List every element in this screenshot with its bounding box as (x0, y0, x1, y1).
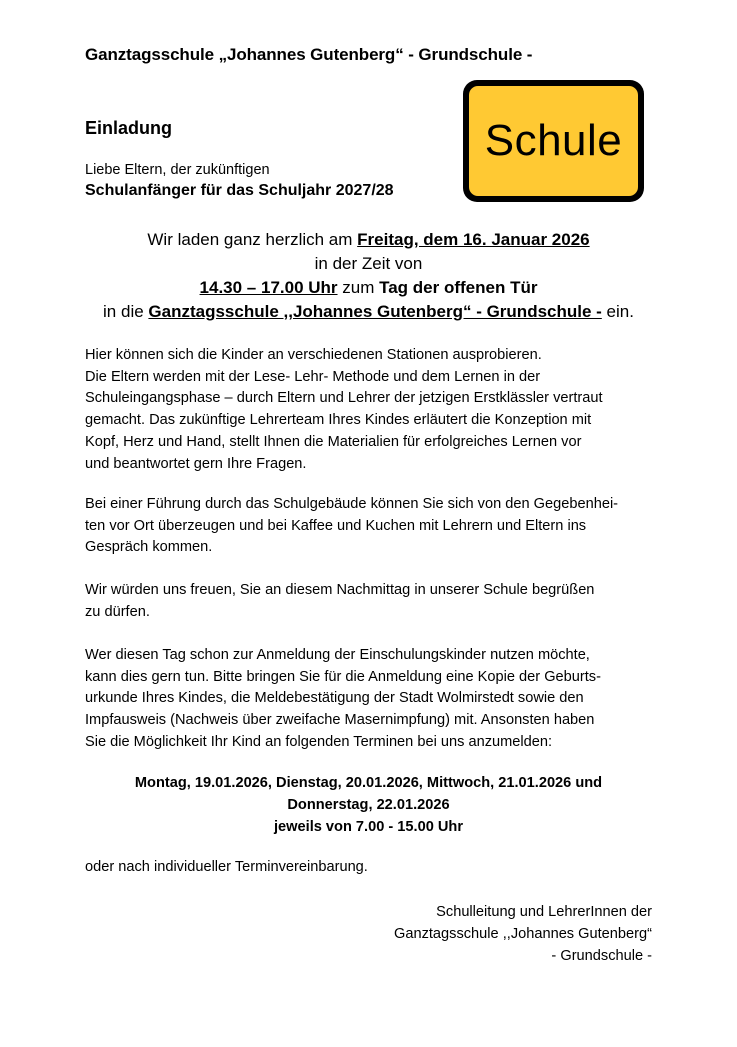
greeting-line-2: Schulanfänger für das Schuljahr 2027/28 (85, 182, 394, 199)
event-time: 14.30 – 17.00 Uhr (199, 278, 338, 297)
event-school: Ganztagsschule ,,Johannes Gutenberg“ - Grundschule - (148, 302, 602, 321)
text-line: Gespräch kommen. (85, 539, 213, 556)
schule-sign-text: Schule (484, 116, 623, 165)
signature-line-2: Ganztagsschule ,,Johannes Gutenberg“ (394, 926, 652, 942)
signature-block (252, 901, 652, 967)
text-line: Impfausweis (Nachweis über zweifache Masernimpfung) mit. Ansonsten haben (85, 712, 595, 729)
invitation-in: in die (103, 302, 149, 321)
text-line: gemacht. Das zukünftige Lehrerteam Ihres Kindes erläutert die Konzeption mit (85, 412, 592, 429)
text-line: zu dürfen. (85, 603, 150, 620)
signature-line-3: - Grundschule - (551, 948, 652, 964)
school-header: Ganztagsschule „Johannes Gutenberg“ - Grundschule - (85, 45, 533, 64)
invitation-line-1 (60, 228, 677, 252)
event-name: Tag der offenen Tür (379, 278, 538, 297)
closing-text: oder nach individueller Terminvereinbarung. (85, 859, 368, 875)
text-line: Wir würden uns freuen, Sie an diesem Nachmittag in unserer Schule begrüßen (85, 582, 595, 598)
text-line: Schuleingangsphase – durch Eltern und Lehrer der jetzigen Erstklässler vertraut (85, 390, 603, 407)
greeting-line-1: Liebe Eltern, der zukünftigen (85, 162, 270, 178)
registration-dates (85, 772, 652, 838)
paragraph-registration (85, 645, 652, 754)
text-line: Kopf, Herz und Hand, stellt Ihnen die Materialien für erfolgreiches Lernen vor (85, 433, 582, 450)
text-line: Wer diesen Tag schon zur Anmeldung der Einschulungskinder nutzen möchte, (85, 647, 590, 663)
dates-line-1: Montag, 19.01.2026, Dienstag, 20.01.2026, Mittwoch, 21.01.2026 und (134, 775, 603, 791)
text-line: Bei einer Führung durch das Schulgebäude können Sie sich von den Gegebenhei- (85, 496, 619, 512)
text-line: und beantwortet gern Ihre Fragen. (85, 455, 307, 472)
invitation-line-2: in der Zeit von (314, 254, 423, 273)
text-line: urkunde Ihres Kindes, die Meldebestätigung der Stadt Wolmirstedt sowie den (85, 690, 584, 707)
dates-line-3: jeweils von 7.00 - 15.00 Uhr (274, 819, 463, 835)
invitation-line-4 (60, 300, 677, 324)
schule-sign (463, 80, 644, 202)
invitation-connector: zum (337, 278, 380, 297)
invitation-intro: Wir laden ganz herzlich am (147, 230, 358, 249)
signature-line-1: Schulleitung und LehrerInnen der (436, 904, 652, 920)
dates-line-2: Donnerstag, 22.01.2026 (287, 797, 450, 813)
schule-sign-face (467, 84, 640, 198)
page-title: Einladung (85, 118, 172, 138)
text-line: ten vor Ort überzeugen und bei Kaffee und Kuchen mit Lehrern und Eltern ins (85, 517, 587, 534)
text-line: Die Eltern werden mit der Lese- Lehr- Methode und dem Lernen in der (85, 368, 541, 385)
paragraph-welcome (85, 580, 652, 623)
invitation-line-3 (60, 276, 677, 300)
paragraph-tour (85, 494, 652, 559)
event-date: Freitag, dem 16. Januar 2026 (357, 230, 590, 249)
invitation-block (60, 228, 677, 324)
invitation-end: ein. (601, 302, 634, 321)
text-line: Hier können sich die Kinder an verschiedenen Stationen ausprobieren. (85, 347, 542, 363)
text-line: Sie die Möglichkeit Ihr Kind an folgenden Terminen bei uns anzumelden: (85, 733, 553, 750)
paragraph-stations (85, 345, 652, 475)
text-line: kann dies gern tun. Bitte bringen Sie für die Anmeldung eine Kopie der Geburts- (85, 668, 601, 685)
